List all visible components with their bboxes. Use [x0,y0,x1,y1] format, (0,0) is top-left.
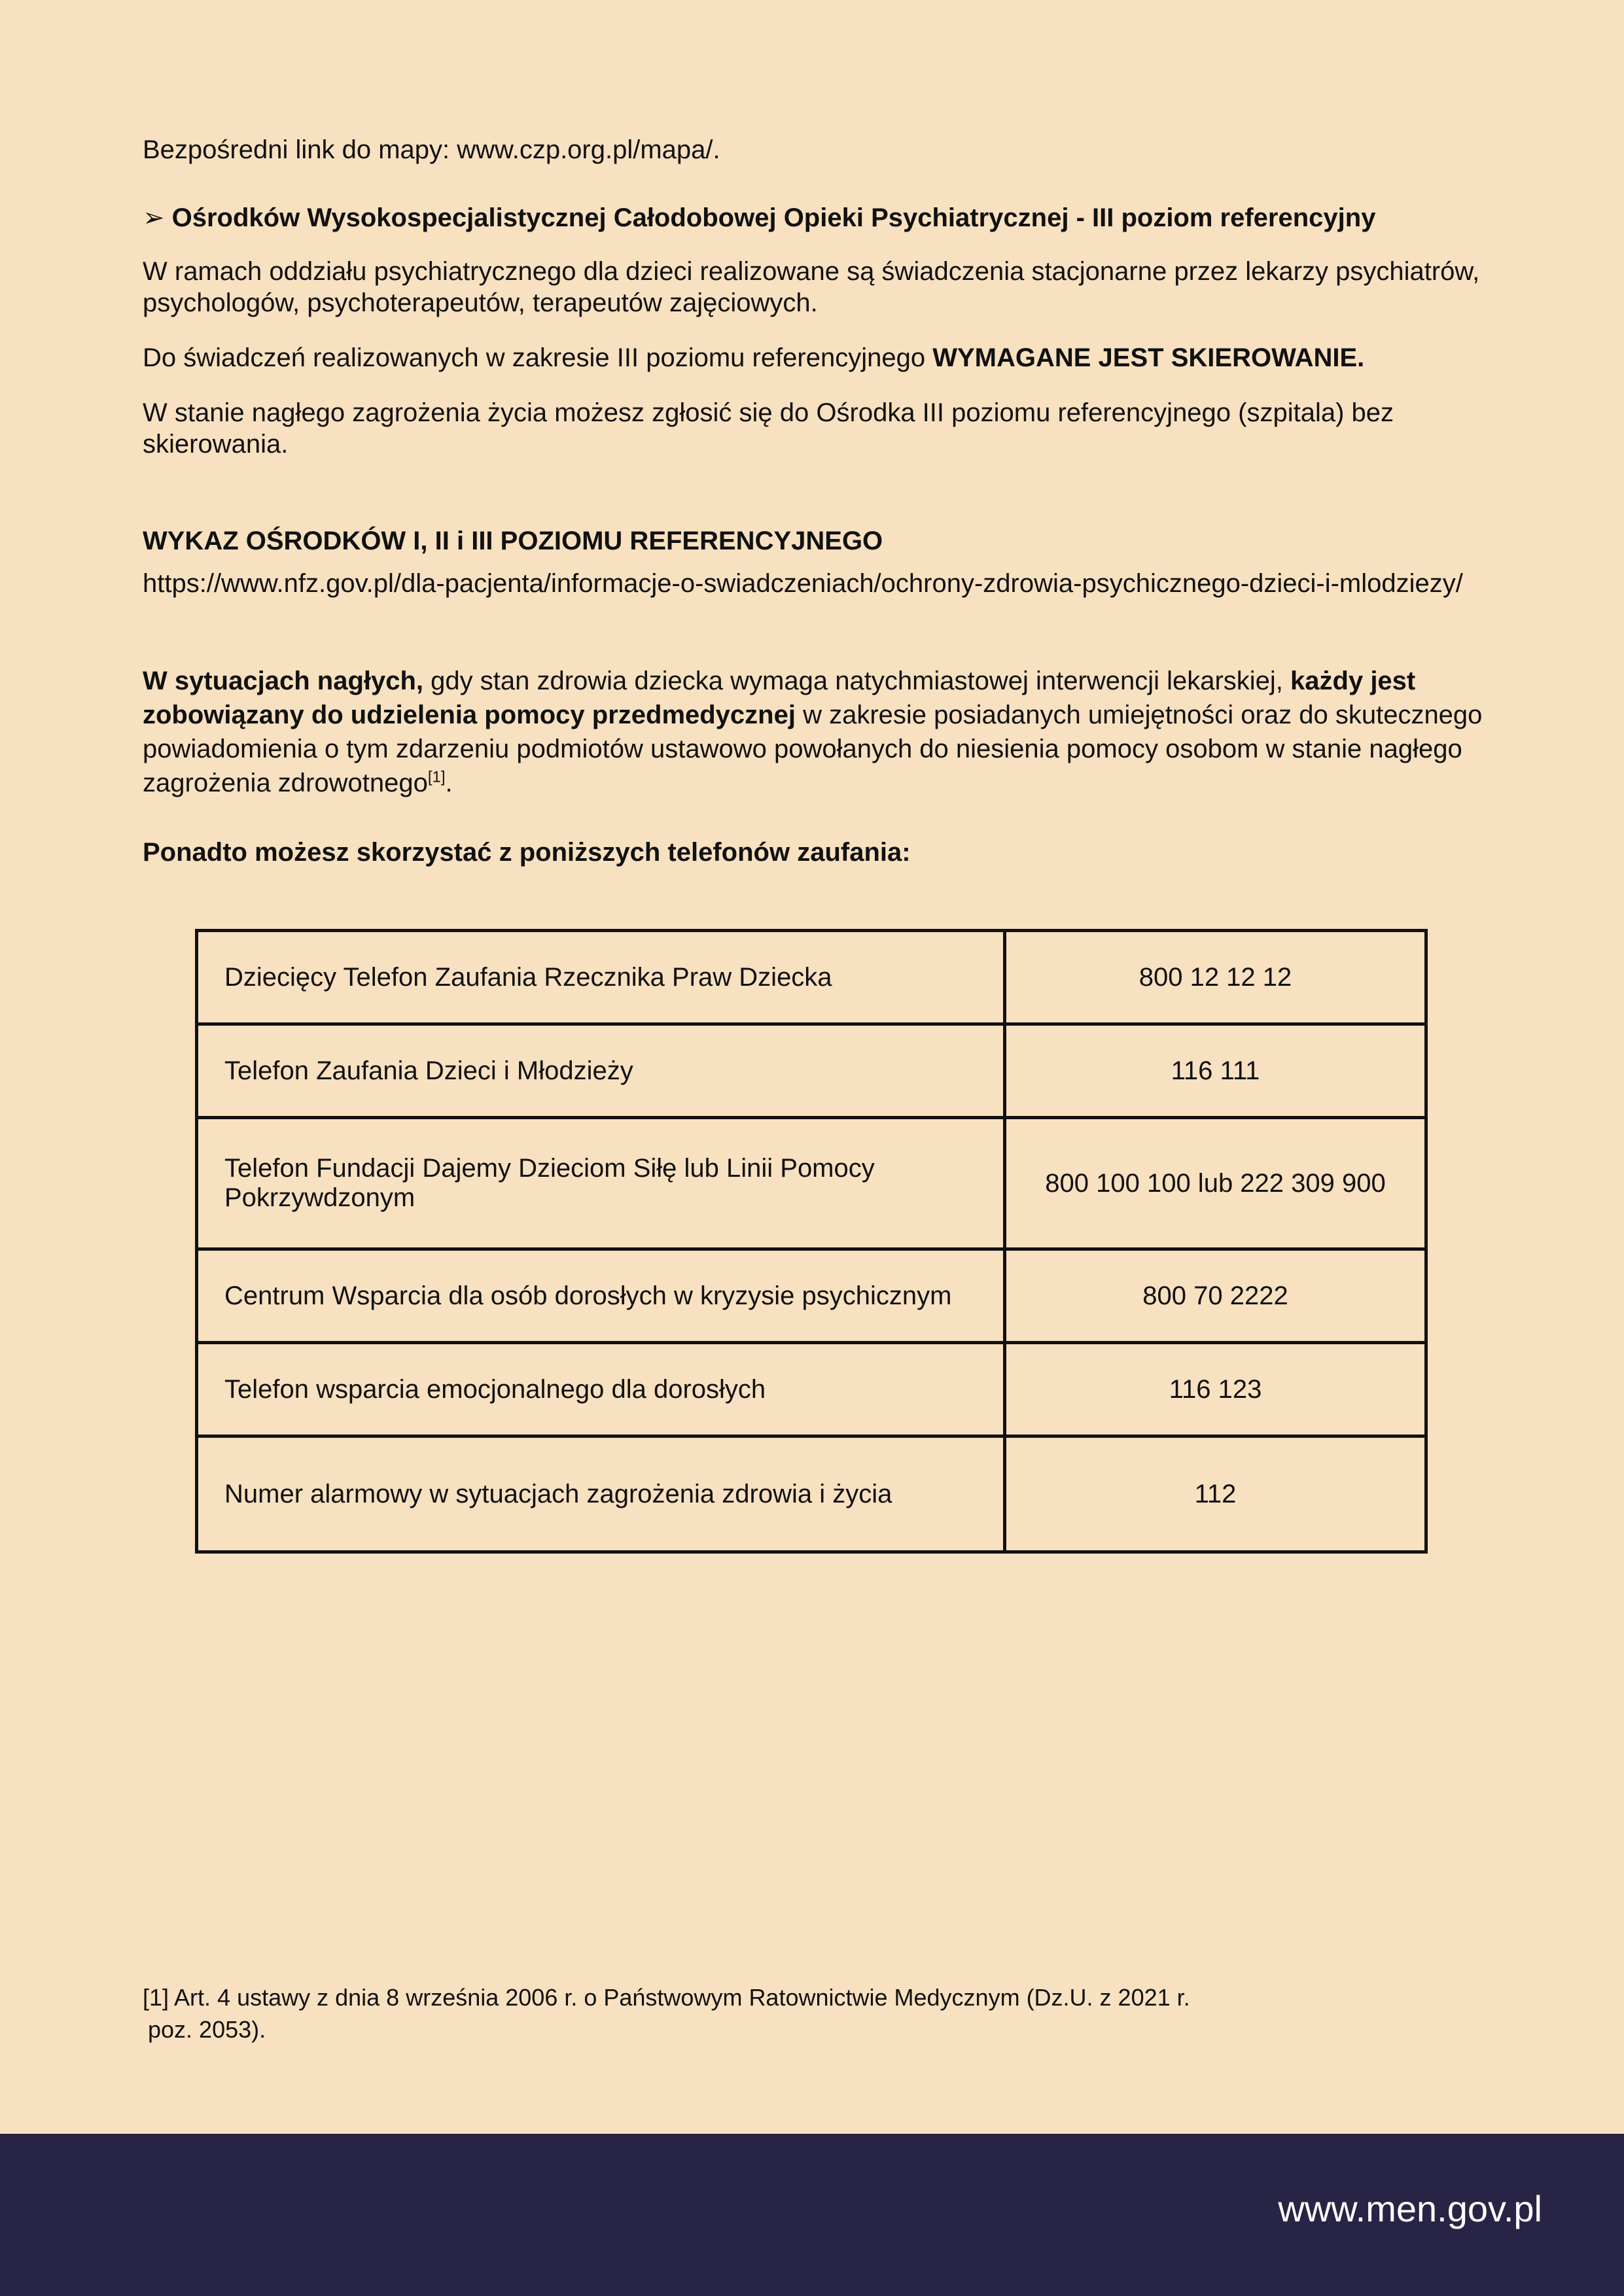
emergency-end: . [445,769,453,797]
table-row [197,1436,1426,1552]
wykaz-heading: WYKAZ OŚRODKÓW I, II i III POZIOMU REFERENCYJNEGO [143,527,883,555]
phone-name: Centrum Wsparcia dla osób dorosłych w kryzysie psychicznym [197,1249,1005,1343]
paragraph-skierowanie [143,342,1517,374]
phone-name: Telefon wsparcia emocjonalnego dla dorosłych [197,1343,1005,1436]
footnote [143,1982,1451,2045]
emergency-bold-1: W sytuacjach nagłych, [143,667,424,695]
phone-name: Telefon Fundacji Dajemy Dzieciom Siłę lub Linii Pomocy Pokrzywdzonym [197,1118,1005,1249]
footnote-line-1: [1] Art. 4 ustawy z dnia 8 września 2006 r. o Państwowym Ratownictwie Medycznym (Dz.U. z 2021 r. [143,1984,1190,2011]
phone-number: 800 12 12 12 [1005,931,1426,1024]
table-row [197,1249,1426,1343]
map-link-text: Bezpośredni link do mapy: www.czp.org.pl/mapa/. [143,135,720,164]
phone-table [195,929,1428,1554]
emergency-bold-2: każdy jest zobowiązany do udzielenia pomocy przedmedycznej [143,667,1416,729]
wykaz-url: https://www.nfz.gov.pl/dla-pacjenta/informacje-o-swiadczeniach/ochrony-zdrowia-psychicznego-dzieci-i-mlodziezy/ [143,569,1463,598]
phone-number: 800 70 2222 [1005,1249,1426,1343]
footnote-line-2: poz. 2053). [148,2015,266,2043]
phone-number: 116 111 [1005,1024,1426,1118]
emergency-text-2: w zakresie posiadanych umiejętności oraz do skutecznego powiadomienia o tym zdarzeniu podmiotów ustawowo powołanych do niesienia pomocy osobom w stanie nagłego zagrożenia zdrowotnego [143,701,1483,797]
phone-number: 112 [1005,1436,1426,1552]
emergency-text-1: gdy stan zdrowia dziecka wymaga natychmiastowej interwencji lekarskiej, [423,667,1291,695]
table-row [197,1024,1426,1118]
table-row [197,931,1426,1024]
phone-number: 800 100 100 lub 222 309 900 [1005,1118,1426,1249]
paragraph-skierowanie-text: Do świadczeń realizowanych w zakresie III poziomu referencyjnego [143,343,933,372]
skierowanie-required: WYMAGANE JEST SKIEROWANIE. [932,343,1365,372]
paragraph-oddzial: W ramach oddziału psychiatrycznego dla dzieci realizowane są świadczenia stacjonarne przez lekarzy psychiatrów, psychologów, psychoterapeutów, terapeutów zajęciowych. [143,257,1480,317]
phone-number: 116 123 [1005,1343,1426,1436]
phone-name: Numer alarmowy w sytuacjach zagrożenia zdrowia i życia [197,1436,1005,1552]
section-heading: ➢ Ośrodków Wysokospecjalistycznej Całodobowej Opieki Psychiatrycznej - III poziom referencyjny [143,203,1376,232]
footer-bar [0,2134,1624,2296]
phone-name: Dziecięcy Telefon Zaufania Rzecznika Praw Dziecka [197,931,1005,1024]
table-row [197,1343,1426,1436]
footer-url-link[interactable]: www.men.gov.pl [1278,2188,1542,2229]
phone-name: Telefon Zaufania Dzieci i Młodzieży [197,1024,1005,1118]
main-content [143,134,1517,868]
table-row [197,1118,1426,1249]
emergency-paragraph [143,664,1517,800]
ponadto-heading: Ponadto możesz skorzystać z poniższych telefonów zaufania: [143,838,911,867]
footnote-ref[interactable]: [1] [427,768,446,786]
paragraph-nagly-stan: W stanie nagłego zagrożenia życia możesz zgłosić się do Ośrodka III poziomu referencyjnego (szpitala) bez skierowania. [143,398,1394,459]
